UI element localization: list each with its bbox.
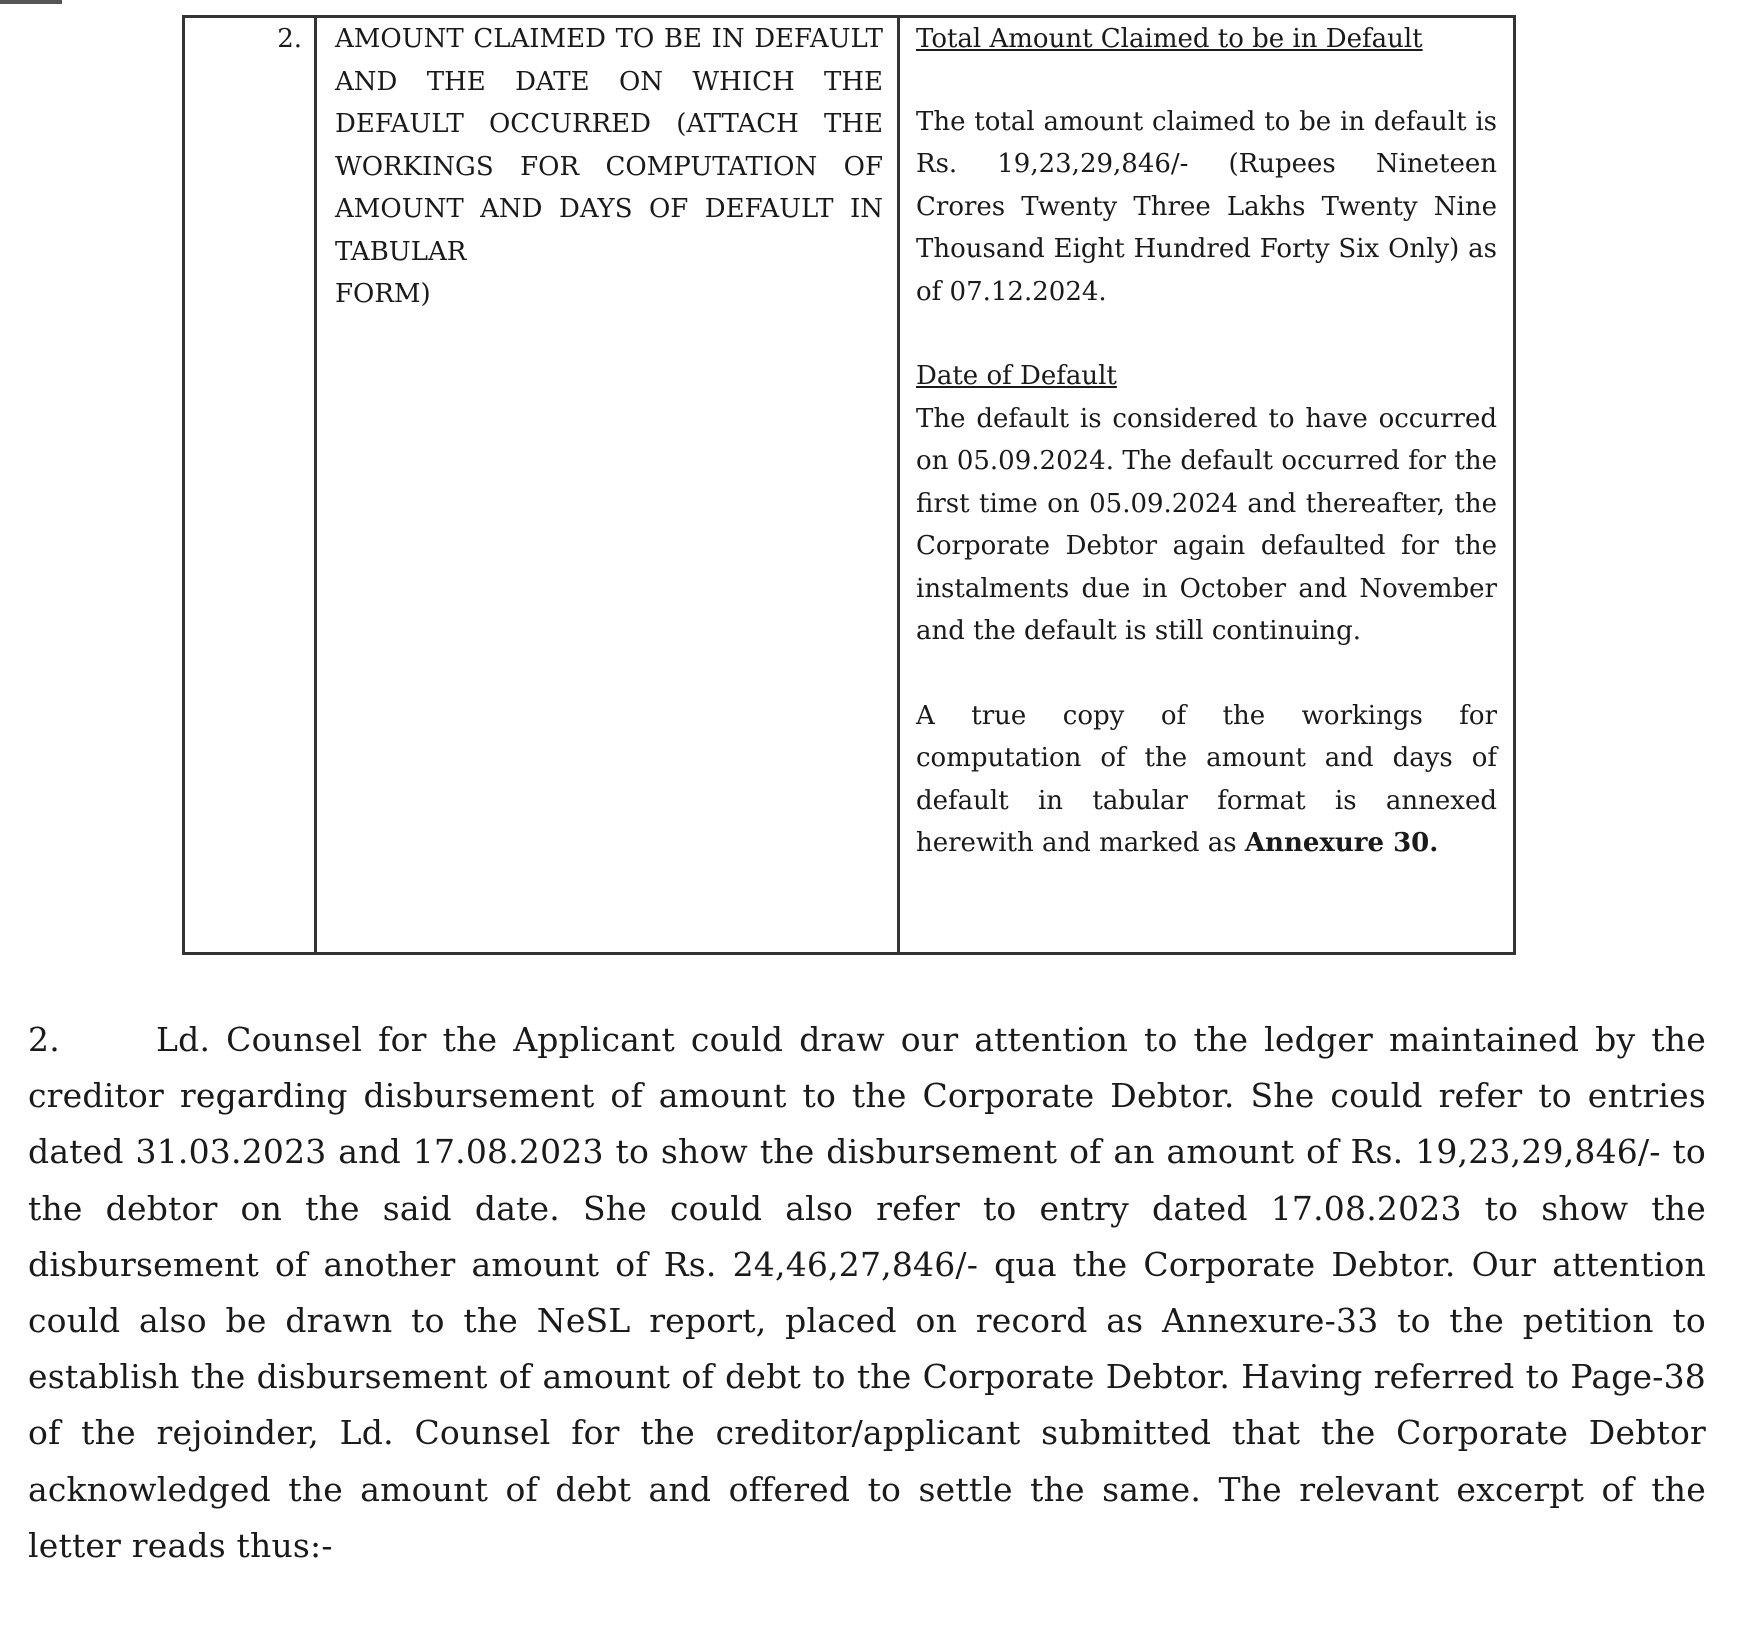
default-claim-table: [182, 15, 1516, 955]
annexure-paragraph: [916, 695, 1497, 865]
particular-text: AMOUNT CLAIMED TO BE IN DEFAULT AND THE DATE ON WHICH THE DEFAULT OCCURRED (ATTACH THE WORKINGS FOR COMPUTATION OF AMOUNT AND DAYS OF DEFAULT IN TABULAR: [335, 24, 883, 267]
details-cell: [899, 17, 1515, 954]
paragraph-text: Ld. Counsel for the Applicant could draw our attention to the ledger maintained by the creditor regarding disbursement of amount to the Corporate Debtor. She could refer to entries dated 31.03.2023 and 17.08.2023 to show the disbursement of an amount of Rs. 19,23,29,846/- to the debtor on the said date. She could also refer to entry dated 17.08.2023 to show the disbursement of another amount of Rs. 24,46,27,846/- qua the Corporate Debtor. Our attention could also be drawn to the NeSL report, placed on record as Annexure-33 to the petition to establish the disbursement of amount of debt to the Corporate Debtor. Having referred to Page-38 of the rejoinder, Ld. Counsel for the creditor/applicant submitted that the Corporate Debtor acknowledged the amount of debt and offered to settle the same. The relevant excerpt of the letter reads thus:-: [28, 1020, 1706, 1565]
row-number-cell: [184, 17, 316, 954]
paragraph-number: 2.: [28, 1020, 60, 1059]
annexure-text: A true copy of the workings for computation of the amount and days of default in tabular format is annexed herewith and marked as: [916, 700, 1497, 858]
particular-cell: [316, 17, 899, 954]
row-number: 2.: [277, 24, 302, 54]
amount-paragraph: The total amount claimed to be in default is Rs. 19,23,29,846/- (Rupees Nineteen Crores Twenty Three Lakhs Twenty Nine Thousand Eight Hundred Forty Six Only) as of 07.12.2024.: [916, 106, 1497, 307]
date-heading: Date of Default: [916, 361, 1117, 391]
date-paragraph: The default is considered to have occurred on 05.09.2024. The default occurred for the first time on 05.09.2024 and thereafter, the Corporate Debtor again defaulted for the instalments due in October and November and the default is still continuing.: [916, 403, 1497, 646]
scan-corner-mark: [0, 0, 62, 4]
annexure-reference: Annexure 30.: [1244, 828, 1439, 858]
amount-heading: Total Amount Claimed to be in Default: [916, 24, 1423, 54]
table-row: [184, 17, 1515, 954]
body-paragraph: [28, 1012, 1706, 1574]
particular-last-line: FORM): [335, 279, 431, 309]
